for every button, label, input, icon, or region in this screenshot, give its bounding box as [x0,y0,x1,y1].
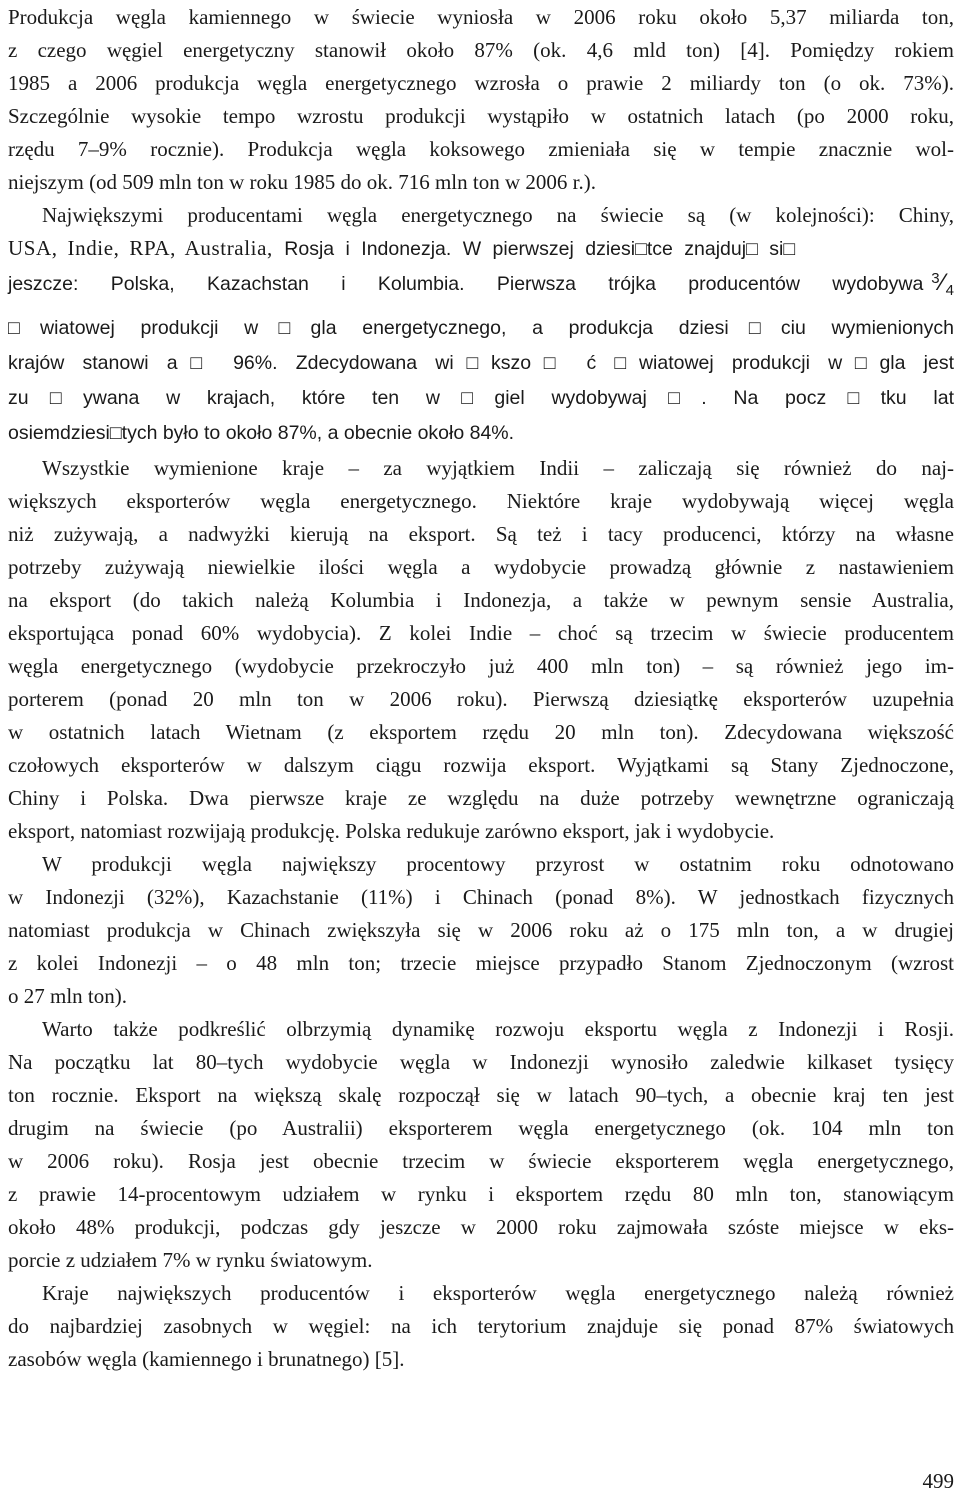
text-line: do najbardziej zasobnych w węgiel: na ich terytorium znajduje się ponad 87% światowych [8,1314,954,1338]
text-line: węgla energetycznego (wydobycie przekroczyło już 400 mln ton) – są również jego im- [8,654,954,678]
text-line-fraction [8,266,954,300]
fraction-slash: ⁄ [940,269,945,296]
text-line: drugim na świecie (po Australii) eksporterem węgla energetycznego (ok. 104 mln ton [8,1116,954,1140]
text-line: ton rocznie. Eksport na większą skalę rozpoczął się w latach 90–tych, a obecnie kraj ten jest [8,1083,954,1107]
text-line: Chiny i Polska. Dwa pierwsze kraje ze względu na duże potrzeby wewnętrzne ograniczają [8,786,954,810]
fraction-three-quarters [931,266,954,303]
text-line: Produkcja węgla kamiennego w świecie wyniosła w 2006 roku około 5,37 miliarda ton, [8,5,954,29]
text-line: większych eksporterów węgla energetycznego. Niektóre kraje wydobywają więcej węgla [8,489,954,513]
text-line: Kraje największych producentów i eksporterów węgla energetycznego należą również [42,1281,954,1305]
text-line: na eksport (do takich należą Kolumbia i Indonezja, a także w pewnym sensie Australia, [8,588,954,612]
text-line-mixed [8,231,954,265]
fraction-denominator: 4 [945,282,954,299]
page-number: 499 [922,1469,954,1493]
text-line: □wiatowej produkcji w□gla energetycznego, a produkcja dziesi□ciu wymienionych [8,317,954,339]
text-segment: Rosja i Indonezja. W pierwszej dziesi□tce znajduj□ si□ [272,238,796,260]
fraction-numerator: 3 [931,270,940,287]
text-line: eksport, natomiast rozwijają produkcję. Polska redukuje zarówno eksport, jak i wydobycie. [8,819,775,843]
text-line: eksportująca ponad 60% wydobycia). Z kolei Indie – choć są trzecim w świecie producentem [8,621,954,645]
text-line: z prawie 14-procentowym udziałem w rynku i eksportem rzędu 80 mln ton, stanowiącym [8,1182,954,1206]
text-line: niejszym (od 509 mln ton w roku 1985 do ok. 716 mln ton w 2006 r.). [8,170,596,194]
text-line: natomiast produkcja w Chinach zwiększyła się w 2006 roku aż o 175 mln ton, a w drugiej [8,918,954,942]
text-line: zu□ywana w krajach, które ten w□giel wydobywaj□. Na pocz□tku lat [8,387,954,409]
text-line: Na początku lat 80–tych wydobycie węgla w Indonezji wynosiło zaledwie kilkaset tysięcy [8,1050,954,1074]
text-line: osiemdziesi□tych było to około 87%, a obecnie około 84%. [8,422,515,444]
text-line: o 27 mln ton). [8,984,127,1008]
text-line: niż zużywają, a nadwyżki kierują na eksport. Są też i tacy producenci, którzy na własne [8,522,954,546]
text-line: z czego węgiel energetyczny stanowił około 87% (ok. 4,6 mld ton) [4]. Pomiędzy rokiem [8,38,954,62]
text-line: z kolei Indonezji – o 48 mln ton; trzecie miejsce przypadło Stanom Zjednoczonym (wzrost [8,951,954,975]
text-segment: jeszcze: Polska, Kazachstan i Kolumbia. Pierwsza trójka producentów wydobywa [8,273,924,295]
text-line: w Indonezji (32%), Kazachstanie (11%) i Chinach (ponad 8%). W jednostkach fizycznych [8,885,954,909]
text-segment: USA, Indie, RPA, Australia, [8,236,273,260]
text-line: czołowych eksporterów w dalszym ciągu rozwija eksport. Wyjątkami są Stany Zjednoczone, [8,753,954,777]
text-line: zasobów węgla (kamiennego i brunatnego) [5]. [8,1347,405,1371]
text-line: porcie z udziałem 7% w rynku światowym. [8,1248,373,1272]
text-line: Największymi producentami węgla energetycznego na świecie są (w kolejności): Chiny, [42,203,954,227]
text-line: Szczególnie wysokie tempo wzrostu produkcji wystąpiło w ostatnich latach (po 2000 roku, [8,104,954,128]
text-line: około 48% produkcji, podczas gdy jeszcze w 2000 roku zajmowała szóste miejsce w eks- [8,1215,954,1239]
text-line: krajów stanowi a□ 96%. Zdecydowana wi□kszo□ ć □wiatowej produkcji w□gla jest [8,352,954,374]
text-line: W produkcji węgla największy procentowy przyrost w ostatnim roku odnotowano [42,852,954,876]
text-line: Warto także podkreślić olbrzymią dynamikę rozwoju eksportu węgla z Indonezji i Rosji. [42,1017,954,1041]
text-line: potrzeby zużywają niewielkie ilości węgla a wydobycie prowadzą głównie z nastawieniem [8,555,954,579]
text-line: 1985 a 2006 produkcja węgla energetycznego wzrosła o prawie 2 miliardy ton (o ok. 73%). [8,71,954,95]
text-line: w ostatnich latach Wietnam (z eksportem rzędu 20 mln ton). Zdecydowana większość [8,720,954,744]
text-line: Wszystkie wymienione kraje – za wyjątkiem Indii – zaliczają się również do naj- [42,456,954,480]
text-line: rzędu 7–9% rocznie). Produkcja węgla koksowego zmieniała się w tempie znacznie wol- [8,137,954,161]
text-line: porterem (ponad 20 mln ton w 2006 roku). Pierwszą dziesiątkę eksporterów uzupełnia [8,687,954,711]
text-line: w 2006 roku). Rosja jest obecnie trzecim w świecie eksporterem węgla energetycznego, [8,1149,954,1173]
